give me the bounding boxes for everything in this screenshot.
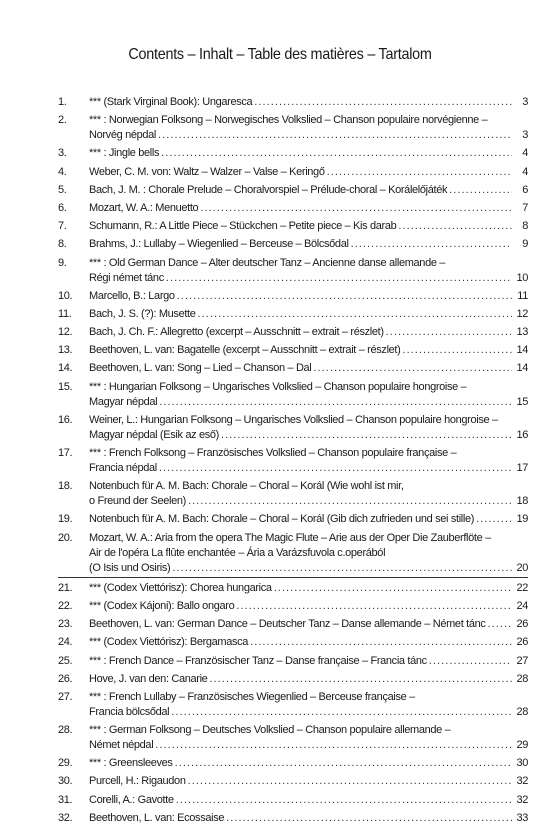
entry-title: *** (Stark Virginal Book): Ungaresca <box>89 96 253 108</box>
toc-entry <box>58 201 528 216</box>
page-number: 3 <box>522 129 528 142</box>
entry-title: *** (Codex Kájoni): Ballo ongaro <box>89 599 235 612</box>
leader-dots <box>313 361 512 376</box>
page-number: 4 <box>522 165 528 178</box>
page-number: 14 <box>516 362 528 375</box>
page-number: 26 <box>516 636 528 649</box>
entry-title: Air de l'opéra La flûte enchantée – Ária a Varázsfuvola c.operából <box>89 546 386 559</box>
entry-title: Bach, J. S. (?): Musette <box>89 307 196 320</box>
leader-dots <box>429 654 512 669</box>
leader-dots <box>158 128 512 143</box>
entry-number: 2. <box>58 114 67 127</box>
leader-dots <box>188 774 512 789</box>
leader-dots <box>476 512 512 527</box>
page-number: 30 <box>516 757 528 770</box>
page-number: 32 <box>516 793 528 806</box>
entry-title: Magyar népdal (Esik az eső) <box>89 428 219 441</box>
entry-title: *** : Norwegian Folksong – Norwegisches Volkslied – Chanson populaire norvégienne – <box>89 114 488 127</box>
entry-number: 26. <box>58 672 73 685</box>
entry-title: Bach, J. Ch. F.: Allegretto (excerpt – Ausschnitt – extrait – részlet) <box>89 326 384 339</box>
entry-title: Beethoven, L. van: Ecossaise <box>89 811 225 824</box>
toc-entry <box>58 165 528 180</box>
entry-number: 28. <box>58 724 73 737</box>
toc-entry <box>58 581 528 596</box>
entry-number: 6. <box>58 201 67 214</box>
entry-number: 5. <box>58 183 67 196</box>
entry-number: 17. <box>58 447 73 459</box>
entry-title: Hove, J. van den: Canarie <box>89 672 208 685</box>
leader-dots <box>274 581 512 596</box>
entry-number: 30. <box>58 775 73 788</box>
toc-entry <box>58 690 528 720</box>
entry-title: o Freund der Seelen) <box>89 495 186 508</box>
entry-title: *** (Codex Viettórisz): Bergamasca <box>89 636 249 649</box>
page-number: 12 <box>516 307 528 320</box>
leader-dots <box>172 561 512 576</box>
leader-dots <box>209 672 512 687</box>
entry-number: 29. <box>58 757 73 770</box>
page-number: 18 <box>516 495 528 508</box>
entry-title: Corelli, A.: Gavotte <box>89 793 174 806</box>
entry-number: 16. <box>58 413 73 426</box>
toc-entry <box>58 635 528 650</box>
page-number: 20 <box>516 561 528 574</box>
leader-dots <box>488 617 512 632</box>
entry-number: 14. <box>58 362 73 375</box>
toc-entry <box>58 617 528 632</box>
entry-title: Francia népdal <box>89 462 157 474</box>
entry-title: *** : Old German Dance – Alter deutscher Tanz – Ancienne danse allemande – <box>89 256 446 269</box>
entry-number: 12. <box>58 326 73 339</box>
page-number: 28 <box>516 705 528 718</box>
entry-title: Schumann, R.: A Little Piece – Stückchen – Petite piece – Kis darab <box>89 220 397 233</box>
leader-dots <box>155 738 512 753</box>
entry-number: 32. <box>58 811 73 824</box>
entry-number: 25. <box>58 654 73 667</box>
entry-number: 11. <box>58 307 72 320</box>
entry-title: *** : Greensleeves <box>89 757 173 770</box>
toc-entry <box>58 256 528 286</box>
entry-title: *** : Hungarian Folksong – Ungarisches Volkslied – Chanson populaire hongroise – <box>89 380 467 393</box>
leader-dots <box>200 201 512 216</box>
entry-number: 4. <box>58 165 67 178</box>
page-number: 27 <box>516 654 528 667</box>
entry-title: Bach, J. M. : Chorale Prelude – Choralvorspiel – Prélude-choral – Korálelőjáték <box>89 183 448 196</box>
entry-title: *** : German Folksong – Deutsches Volkslied – Chanson populaire allemande – <box>89 724 451 737</box>
entry-number: 22. <box>58 599 73 612</box>
entry-title: Magyar népdal <box>89 395 158 408</box>
page-number: 22 <box>516 581 528 594</box>
toc-entry <box>58 380 528 410</box>
page-number: 10 <box>516 271 528 284</box>
entry-title: Brahms, J.: Lullaby – Wiegenlied – Berceuse – Bölcsődal <box>89 238 349 251</box>
leader-dots <box>177 289 512 304</box>
entry-title: Francia bölcsődal <box>89 705 170 718</box>
leader-dots <box>250 635 512 650</box>
leader-dots <box>351 237 512 252</box>
entry-number: 9. <box>58 256 67 269</box>
entry-title: Beethoven, L. van: Bagatelle (excerpt – Ausschnitt – extrait – részlet) <box>89 344 401 357</box>
toc-entry <box>58 811 528 826</box>
toc-entry <box>58 756 528 771</box>
page-number: 33 <box>516 811 528 824</box>
leader-dots <box>161 146 512 161</box>
entry-title: Notenbuch für A. M. Bach: Chorale – Choral – Korál (Wie wohl ist mir, <box>89 480 404 493</box>
page-number: 19 <box>516 513 528 526</box>
entry-title: Mozart, W. A.: Menuetto <box>89 201 199 214</box>
toc-entry <box>58 654 528 669</box>
entry-number: 23. <box>58 618 73 631</box>
leader-dots <box>254 95 512 110</box>
toc-entry <box>58 479 528 509</box>
page-number: 28 <box>516 672 528 685</box>
page-number: 32 <box>516 775 528 788</box>
entry-number: 8. <box>58 238 67 251</box>
entry-number: 1. <box>58 96 67 108</box>
toc-entry <box>58 289 528 304</box>
toc-entry <box>58 512 528 527</box>
toc-entry <box>58 672 528 687</box>
leader-dots <box>159 395 512 410</box>
entry-number: 31. <box>58 793 73 806</box>
page-number: 11 <box>517 289 528 302</box>
toc-entry <box>58 146 528 161</box>
entry-number: 13. <box>58 344 73 357</box>
entry-number: 3. <box>58 147 67 160</box>
page-number: 24 <box>516 599 528 612</box>
toc-entry <box>58 723 528 753</box>
page-number: 17 <box>516 462 528 474</box>
page-number: 26 <box>516 618 528 631</box>
leader-dots <box>175 756 512 771</box>
entry-number: 19. <box>58 513 73 526</box>
entry-title: *** (Codex Viettórisz): Chorea hungarica <box>89 581 272 594</box>
entry-title: Notenbuch für A. M. Bach: Chorale – Choral – Korál (Gib dich zufrieden und sei stille) <box>89 513 475 526</box>
page-title: Contents – Inhalt – Table des matières – Tartalom <box>128 46 432 63</box>
leader-dots <box>449 183 512 198</box>
toc-entry <box>58 113 528 143</box>
page-number: 14 <box>516 344 528 357</box>
leader-dots <box>166 271 512 286</box>
page-number: 16 <box>516 428 528 441</box>
contents-list <box>58 95 528 829</box>
leader-dots <box>171 705 512 720</box>
page-number: 13 <box>516 326 528 339</box>
leader-dots <box>386 325 512 340</box>
toc-entry <box>58 219 528 234</box>
entry-title: Mozart, W. A.: Aria from the opera The Magic Flute – Arie aus der Oper Die Zauberflöte – <box>89 531 491 544</box>
entry-title: Purcell, H.: Rigaudon <box>89 775 186 788</box>
toc-entry <box>58 361 528 376</box>
entry-title: Német népdal <box>89 739 154 752</box>
toc-entry <box>58 599 528 614</box>
entry-number: 15. <box>58 380 73 393</box>
toc-entry <box>58 325 528 340</box>
entry-title: Beethoven, L. van: Song – Lied – Chanson – Dal <box>89 362 312 375</box>
entry-number: 18. <box>58 480 73 493</box>
leader-dots <box>159 461 512 476</box>
leader-dots <box>398 219 512 234</box>
entry-title: *** : French Folksong – Französisches Volkslied – Chanson populaire française – <box>89 447 457 459</box>
page-number: 6 <box>522 183 528 196</box>
leader-dots <box>221 428 512 443</box>
toc-entry <box>58 343 528 358</box>
leader-dots <box>188 494 512 509</box>
entry-number: 27. <box>58 690 73 703</box>
entry-title: Marcello, B.: Largo <box>89 289 175 302</box>
entry-title: Régi német tánc <box>89 271 164 284</box>
leader-dots <box>402 343 512 358</box>
leader-dots <box>226 811 512 826</box>
entry-number: 20. <box>58 531 73 544</box>
toc-entry <box>58 413 528 443</box>
page-number: 29 <box>516 739 528 752</box>
leader-dots <box>198 307 512 322</box>
toc-entry <box>58 237 528 252</box>
toc-entry <box>58 531 528 578</box>
toc-entry <box>58 183 528 198</box>
toc-entry <box>58 446 528 476</box>
page-number: 7 <box>522 201 528 214</box>
entry-number: 10. <box>58 289 73 302</box>
toc-entry <box>58 307 528 322</box>
entry-title: Beethoven, L. van: German Dance – Deutscher Tanz – Danse allemande – Német tánc <box>89 618 486 631</box>
page-number: 15 <box>516 395 528 408</box>
entry-title: *** : French Lullaby – Französisches Wiegenlied – Berceuse française – <box>89 690 415 703</box>
entry-title: *** : Jingle bells <box>89 147 160 160</box>
page-number: 4 <box>522 147 528 160</box>
toc-entry <box>58 774 528 789</box>
page-number: 9 <box>522 238 528 251</box>
entry-number: 24. <box>58 636 73 649</box>
toc-entry <box>58 95 528 110</box>
entry-title: Weiner, L.: Hungarian Folksong – Ungarisches Volkslied – Chanson populaire hongroise – <box>89 413 498 426</box>
entry-title: *** : French Dance – Französischer Tanz – Danse française – Francia tánc <box>89 654 427 667</box>
entry-title: (O Isis und Osiris) <box>89 561 171 574</box>
leader-dots <box>236 599 512 614</box>
entry-title: Weber, C. M. von: Waltz – Walzer – Valse – Keringő <box>89 165 325 178</box>
leader-dots <box>327 165 512 180</box>
page-number: 8 <box>522 220 528 233</box>
entry-title: Norvég népdal <box>89 129 156 142</box>
entry-number: 7. <box>58 220 67 233</box>
page-number: 3 <box>522 96 528 108</box>
entry-number: 21. <box>58 581 73 594</box>
